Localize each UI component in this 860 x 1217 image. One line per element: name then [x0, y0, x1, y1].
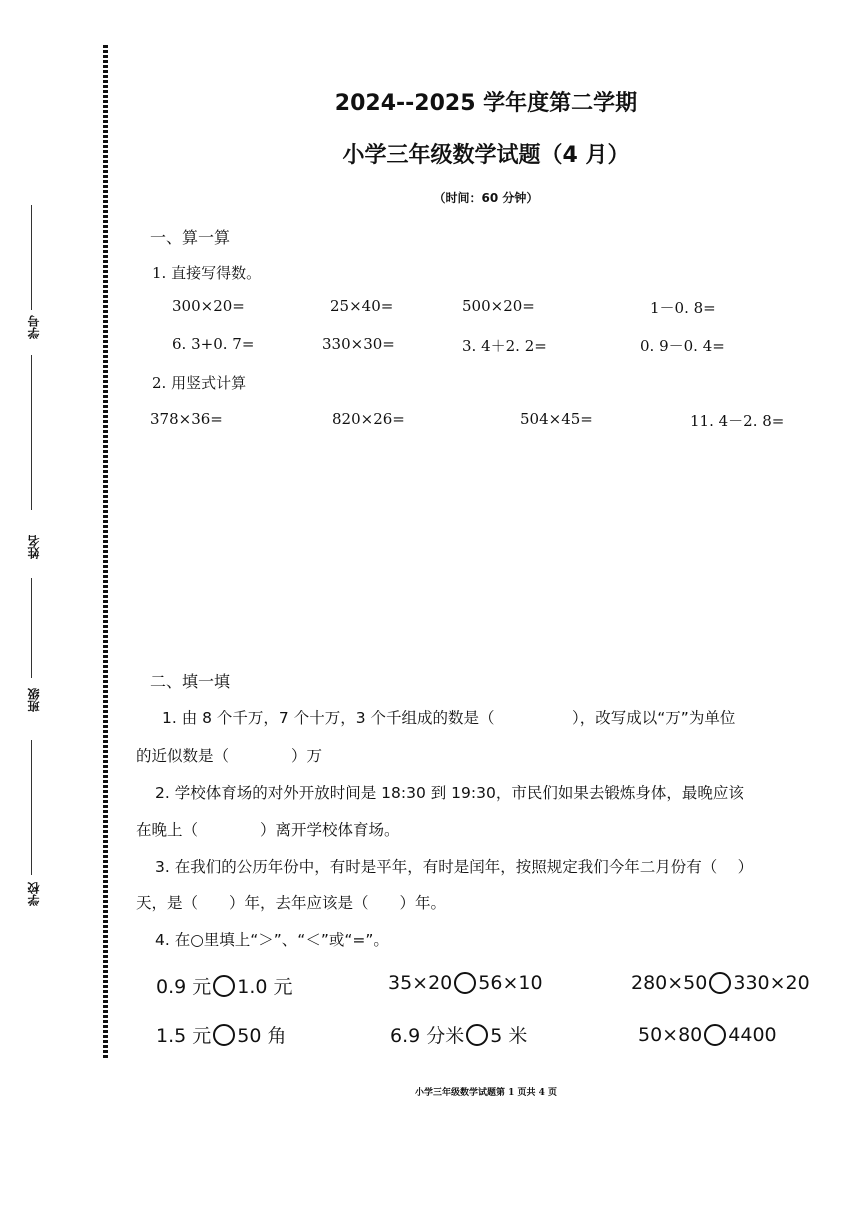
- student-id-line: [31, 205, 32, 310]
- fill-q1-line2: 的近似数是（ ）万: [136, 747, 323, 765]
- q1-item: 25×40=: [330, 297, 394, 315]
- compare-item: [156, 972, 293, 999]
- name-line: [31, 578, 32, 678]
- q1-item: 0. 9－0. 4=: [640, 337, 725, 355]
- q2-item: 11. 4－2. 8=: [690, 412, 785, 430]
- compare-left: 0.9 元: [156, 976, 212, 998]
- compare-item: [388, 972, 543, 994]
- section2-heading: 二、填一填: [150, 672, 231, 691]
- q2-item: 820×26=: [332, 410, 405, 428]
- compare-right: 330×20: [733, 972, 810, 994]
- q1-item: 330×30=: [322, 335, 395, 353]
- compare-circle: [454, 972, 476, 994]
- student-id-label: 学号: [27, 315, 41, 339]
- compare-left: 35×20: [388, 972, 453, 994]
- compare-circle: [709, 972, 731, 994]
- compare-circle: [704, 1024, 726, 1046]
- compare-right: 5 米: [490, 1025, 528, 1047]
- compare-right: 4400: [728, 1024, 777, 1046]
- compare-item: [631, 972, 810, 994]
- compare-left: 280×50: [631, 972, 708, 994]
- school-label: 学校: [27, 882, 41, 906]
- compare-item: [638, 1024, 777, 1046]
- q1-item: 300×20=: [172, 297, 245, 315]
- exam-time-note: （时间：60 分钟）: [433, 191, 539, 205]
- q1-item: 6. 3+0. 7=: [172, 335, 255, 353]
- compare-right: 1.0 元: [237, 976, 293, 998]
- q2-item: 378×36=: [150, 410, 223, 428]
- compare-item: [156, 1021, 286, 1048]
- fill-q4-title: 4. 在○里填上“＞”、“＜”或“=”。: [155, 931, 389, 949]
- q2-title: 2. 用竖式计算: [152, 374, 247, 392]
- compare-circle: [466, 1024, 488, 1046]
- compare-circle: [213, 1024, 235, 1046]
- q2-item: 504×45=: [520, 410, 593, 428]
- name-line-top: [31, 355, 32, 510]
- class-label: 班级: [27, 688, 41, 712]
- class-line: [31, 740, 32, 875]
- fill-q2-line1: 2. 学校体育场的对外开放时间是 18:30 到 19:30，市民们如果去锻炼身体，最晚应该: [155, 784, 744, 802]
- compare-right: 56×10: [478, 972, 543, 994]
- compare-left: 1.5 元: [156, 1025, 212, 1047]
- compare-circle: [213, 975, 235, 997]
- compare-item: [390, 1021, 527, 1048]
- exam-title-term: 2024--2025 学年度第二学期: [334, 91, 638, 116]
- fill-q2-line2: 在晚上（ ）离开学校体育场。: [136, 821, 400, 839]
- exam-title-subject: 小学三年级数学试题（4 月）: [342, 143, 630, 168]
- q1-title: 1. 直接写得数。: [152, 264, 262, 282]
- fill-q3-line2: 天，是（ ）年，去年应该是（ ）年。: [136, 894, 447, 912]
- name-label: 姓名: [27, 535, 41, 559]
- compare-left: 50×80: [638, 1024, 703, 1046]
- page-footer: 小学三年级数学试题第 1 页共 4 页: [414, 1088, 558, 1098]
- section1-heading: 一、算一算: [150, 228, 231, 247]
- compare-left: 6.9 分米: [390, 1025, 465, 1047]
- fill-q3-line1: 3. 在我们的公历年份中，有时是平年，有时是闰年，按照规定我们今年二月份有（ ）: [155, 858, 754, 876]
- q1-item: 500×20=: [462, 297, 535, 315]
- q1-item: 1－0. 8=: [650, 299, 716, 317]
- q1-item: 3. 4＋2. 2=: [462, 337, 547, 355]
- compare-right: 50 角: [237, 1025, 287, 1047]
- fill-q1-line1: 1. 由 8 个千万，7 个十万，3 个千组成的数是（ ），改写成以“万”为单位: [162, 709, 736, 727]
